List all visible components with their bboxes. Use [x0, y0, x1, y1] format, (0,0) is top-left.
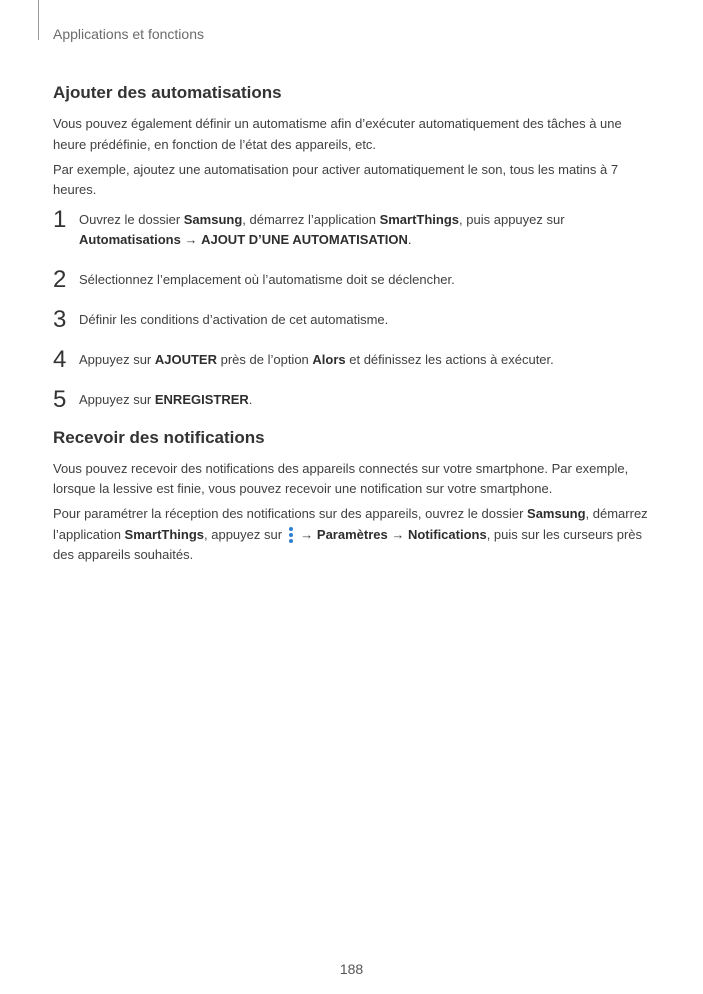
section-title-notifications: Recevoir des notifications	[53, 427, 265, 447]
step-2	[53, 265, 653, 310]
step-number: 1	[53, 205, 67, 233]
page-content	[53, 82, 653, 566]
chapter-title: Applications et fonctions	[53, 26, 204, 42]
header-divider-line	[38, 0, 39, 40]
step-4	[53, 345, 653, 390]
step-number: 2	[53, 265, 67, 293]
step-number: 5	[53, 385, 67, 413]
section-title-automations: Ajouter des automatisations	[53, 83, 282, 102]
automations-example: Par exemple, ajoutez une automatisation pour activer automatiquement le son, tous les matins à 7 heures.	[53, 161, 619, 197]
step-number: 4	[53, 345, 67, 373]
automations-intro: Vous pouvez également définir un automatisme afin d’exécuter automatiquement des tâches à une heure prédéfinie, en fonction de l’état des appareils, etc.	[53, 116, 622, 152]
step-text: Définir les conditions d’activation de cet automatisme.	[79, 311, 389, 327]
step-text: Appuyez sur AJOUTER près de l’option Alors et définissez les actions à exécuter.	[79, 351, 554, 367]
step-text: Sélectionnez l’emplacement où l’automatisme doit se déclencher.	[79, 271, 455, 287]
step-5	[53, 385, 653, 413]
step-text: Ouvrez le dossier Samsung, démarrez l’application SmartThings, puis appuyez sur Automatisations → AJOUT D’UNE AUTOMATISATION.	[79, 211, 565, 247]
more-options-icon	[287, 525, 295, 545]
notifications-instructions: Pour paramétrer la réception des notifications sur des appareils, ouvrez le dossier Samsung, démarrez l’application SmartThings, appuyez sur → Paramètres → Notifications, puis sur les curseurs près des appareils souhaités.	[53, 506, 648, 562]
step-text: Appuyez sur ENREGISTRER.	[79, 391, 253, 407]
step-number: 3	[53, 305, 67, 333]
notifications-intro: Vous pouvez recevoir des notifications des appareils connectés sur votre smartphone. Par exemple, lorsque la lessive est finie, vous pouvez recevoir une notification sur votre smartphone.	[53, 460, 629, 496]
automation-steps-list	[53, 205, 653, 413]
step-1	[53, 205, 653, 270]
page-number: 188	[339, 961, 364, 977]
step-3	[53, 305, 653, 350]
